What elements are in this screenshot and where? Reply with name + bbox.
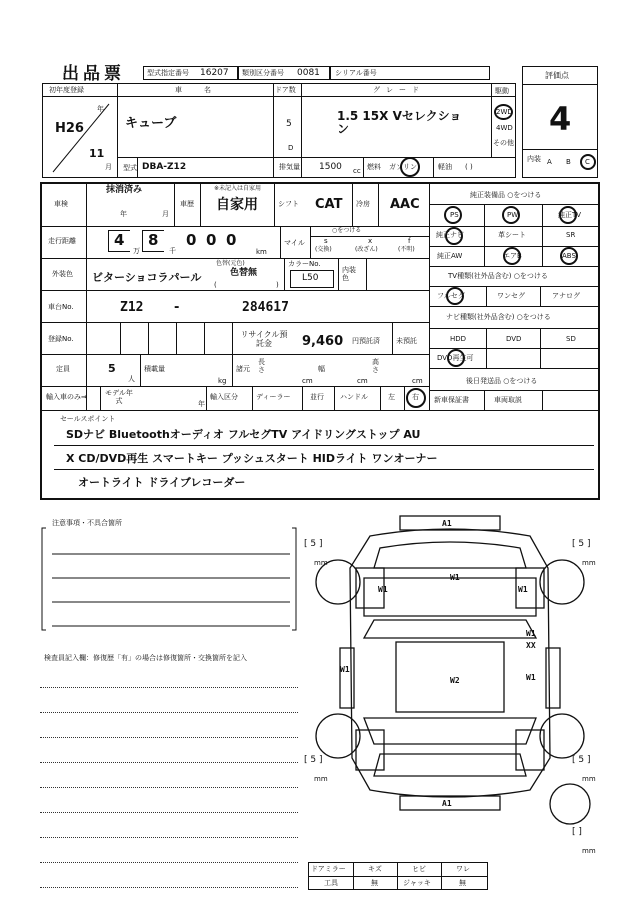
mm-val-fl: 5 [310,539,317,549]
chassis-dash: - [174,300,180,315]
handle-label: ハンドル [340,393,368,401]
drive-label: 駆動 [495,87,509,95]
score-value: 4 [549,100,572,138]
car-name-label: 車名 [175,86,233,94]
score-box [522,66,598,178]
color-change-value: 色替無 [230,268,258,278]
tv-analog: アナログ [552,292,580,300]
chassis-number: 284617 [242,300,289,315]
recycle-deposited: 円預託済 [352,337,380,345]
fuel-gasoline: ガソリン [389,163,417,171]
nav-dvd: DVD [506,335,522,343]
load-label: 積載量 [144,365,165,373]
legend-head-4: ワレ [456,865,470,873]
shaken-year-unit: 年 [120,210,127,218]
legend-val-1: 工具 [324,879,338,887]
capacity-label: 定員 [56,365,70,373]
mileage-sen: 千 [169,247,176,255]
grade-label: グレード [373,86,425,94]
displacement-value: 1500 [319,162,342,172]
mm-unit-fl: mm [314,559,328,567]
equip-aw: 純正AW [437,252,463,260]
interior-opt-a: A [547,158,552,166]
equip-airbag-circle [503,247,521,265]
mileage-digit-3: 0 [186,231,197,249]
nav-sd: SD [566,335,576,343]
capacity-unit: 人 [128,375,135,383]
damage-mark-1: A1 [442,519,452,528]
shaken-label: 車検 [54,200,68,208]
damage-mark-2: W1 [450,573,460,582]
dims-width-label: 幅 [318,365,325,373]
model-cert-value: 16207 [200,68,229,78]
exterior-color-label: 外装色 [52,270,73,278]
dims-length-unit: cm [302,377,313,385]
mm-val-rl: 5 [310,755,317,765]
mm-label-fl: [ 5 ] [304,539,323,549]
equip-abs: ABS [562,252,576,260]
legend-table [308,862,488,890]
first-reg-month: 11 [89,147,105,160]
damage-mark-8: W2 [450,676,460,685]
doors-label: ドア数 [275,86,296,94]
legend-head-2: キズ [368,865,382,873]
equip-leather: 革シート [498,231,526,239]
mile-opt-exchange: (交換) [315,246,332,253]
damage-mark-6: XX [526,641,536,650]
dims-label: 諸元 [236,365,250,373]
mm-label-rr: [ 5 ] [572,755,591,765]
equip-airbag: エアB [503,252,522,260]
recycle-undeposited: 未預託 [396,337,417,345]
tv-fullseg: フルセグ [437,292,465,300]
legend-val-2: 無 [371,879,378,887]
history-note: ※未記入は自家用 [214,185,262,192]
handle-right: 右 [412,393,419,401]
dims-height-unit: cm [412,377,423,385]
mm-unit-spare: mm [582,847,596,855]
tv-fullseg-circle [446,287,464,305]
drive-2wd-circle [494,104,513,120]
equip-tv-circle [559,206,577,224]
color-no-label: カラーNo. [288,260,321,268]
shaken-status: 抹消済み [106,185,143,195]
month-unit: 月 [105,163,112,171]
import-label: 輸入車のみ⇒ [46,393,87,401]
handle-right-circle [406,388,426,408]
mileage-digit-2: 8 [148,231,159,249]
mile-opt-tampered: (改ざん) [355,246,378,253]
nav-title: ナビ種類(社外品含む) ○をつける [446,313,551,321]
equip-pw-circle [502,206,520,224]
mm-label-fr: [ 5 ] [572,539,591,549]
mm-unit-rr: mm [582,775,596,783]
mile-marker-note: ○をつける [332,227,362,234]
exterior-color-value: ビターショコラパール [92,271,202,284]
shift-label: シフト [278,200,299,208]
vehicle-info-block [42,83,516,178]
import-dealer: ディーラー [256,393,291,401]
equip-navi-circle [445,227,463,245]
mileage-digit-5: 0 [226,231,237,249]
dims-length-label: 長さ [258,358,265,374]
history-value: 自家用 [216,197,258,213]
sales-line-2: X CD/DVD再生 スマートキー プッシュスタート HIDライト ワンオーナー [66,452,438,465]
displacement-unit: cc [353,167,361,175]
dims-width-unit: cm [357,377,368,385]
drive-other: その他 [493,139,514,147]
mileage-label: 走行距離 [48,237,76,245]
drive-4wd: 4WD [496,124,513,132]
import-parallel: 並行 [310,393,324,401]
class-box [238,66,330,80]
equip-sr: SR [566,231,576,239]
first-reg-label: 初年度登録 [49,86,84,94]
drive-2wd: 2WD [496,108,513,116]
chassis-prefix: Z12 [120,300,144,315]
mileage-km: km [256,248,267,256]
ac-value: AAC [390,197,420,212]
model-cert-box [143,66,238,80]
sales-line-3: オートライト ドライブレコーダー [78,476,246,489]
dims-height-label: 高さ [372,358,379,374]
model-label: 型式 [123,164,137,172]
recycle-value: 9,460 [302,334,344,349]
equip-title: 純正装備品 ○をつける [470,191,542,199]
mileage-man: 万 [133,247,140,255]
fuel-other: ( ) [465,163,473,171]
fuel-gasoline-circle [400,157,420,177]
first-reg-year: H26 [55,121,84,136]
history-label: 車歴 [180,200,194,208]
fuel-diesel: 軽油 [438,163,452,171]
class-label: 類別区分番号 [242,69,284,77]
equip-navi: 純正ナビ [436,231,464,239]
recycle-label: リサイクル預託金 [240,330,288,348]
load-unit: kg [218,377,227,385]
damage-mark-5: W1 [526,629,536,638]
serial-label: シリアル番号 [335,69,377,77]
dvd-play: DVD再生可 [437,354,474,362]
later-title: 後日発送品 ○をつける [466,377,538,385]
dvd-play-circle [447,349,465,367]
interior-opt-c: C [585,158,590,166]
notes-bracket [40,526,300,634]
interior-label: 内装 [527,155,541,163]
legend-val-4: 無 [459,879,466,887]
damage-mark-3: W1 [378,585,388,594]
interior-c-circle [580,154,596,170]
model-year-unit: 年 [198,400,205,408]
notes-label: 注意事項・不具合箇所 [52,519,122,527]
door-suffix: D [288,144,294,152]
mm-unit-rl: mm [314,775,328,783]
handle-left: 左 [388,393,395,401]
grade-value: 1.5 15X Vセレクション [337,109,462,136]
nav-hdd: HDD [450,335,467,343]
mm-val-rr: 5 [578,755,585,765]
later-warranty: 新車保証書 [434,396,469,404]
shaken-month-unit: 月 [162,210,169,218]
doors-value: 5 [286,119,292,129]
mile-opt-unknown: (不明) [398,246,415,253]
tv-oneseg: ワンセグ [497,292,525,300]
damage-mark-9: W1 [526,673,536,682]
equip-abs-circle [560,247,578,265]
capacity-value: 5 [108,362,116,375]
mileage-digit-4: 0 [206,231,217,249]
mm-val-fr: 5 [578,539,585,549]
mile-mark-x: x [368,237,373,245]
import-type-label: 輸入区分 [210,393,238,401]
equip-tv: 純正TV [558,211,582,219]
equip-ps: PS [450,211,459,219]
damage-mark-4: W1 [518,585,528,594]
fuel-label: 燃料 [367,163,381,171]
legend-head-3: ヒビ [412,865,426,873]
equip-ps-circle [444,206,462,224]
interior-color-label: 内装色 [342,266,356,282]
color-no-value: L50 [302,273,319,283]
shift-value: CAT [315,197,343,212]
model-cert-label: 型式指定番号 [147,69,189,77]
reg-label: 登録No. [48,335,74,343]
serial-box [330,66,490,80]
page-title: 出品票 [62,64,125,84]
ac-label: 冷房 [356,200,370,208]
mile-mark-f: f [408,237,411,245]
legend-head-1: ドアミラー [311,865,346,873]
class-value: 0081 [297,68,320,78]
mile-label: マイル [284,239,305,247]
score-label: 評価点 [545,71,569,80]
mileage-digit-1: 4 [114,231,125,249]
mm-unit-fr: mm [582,559,596,567]
sales-line-1: SDナビ Bluetoothオーディオ フルセグTV アイドリングストップ AU [66,428,421,441]
later-manual: 車両取説 [494,396,522,404]
car-name-value: キューブ [125,116,177,131]
interior-opt-b: B [566,158,571,166]
mile-mark-s: s [324,237,328,245]
model-value: DBA-Z12 [142,162,187,172]
inspector-note: 検査員記入欄：修復歴「有」の場合は修復箇所・交換箇所を記入 [44,654,247,662]
legend-val-3: ジャッキ [403,879,431,887]
chassis-label: 車台No. [48,303,74,311]
equip-pw: PW [507,211,519,219]
mm-label-spare: [ ] [572,827,582,837]
year-unit: 年 [97,105,104,113]
model-year-label: モデル年式 [105,389,133,405]
damage-mark-7: W1 [340,665,350,674]
sales-label: セールスポイント [60,415,116,423]
color-change-label: 色替(元色) [216,260,245,267]
damage-mark-10: A1 [442,799,452,808]
tv-title: TV種類(社外品含む) ○をつける [448,272,548,280]
mm-label-rl: [ 5 ] [304,755,323,765]
displacement-label: 排気量 [279,163,300,171]
